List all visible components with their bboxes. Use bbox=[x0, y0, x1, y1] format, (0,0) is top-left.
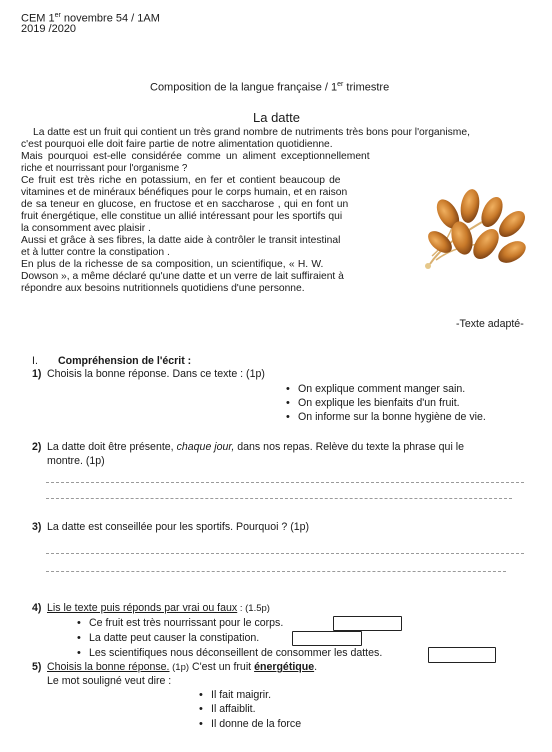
q1-option-3[interactable]: • On informe sur la bonne hygiène de vie. bbox=[298, 411, 486, 423]
q4-item-1: • Ce fruit est très nourrissant pour le corps. bbox=[89, 617, 283, 629]
exam-title-sup: er bbox=[337, 81, 344, 88]
section-title: Compréhension de l'écrit : bbox=[58, 355, 192, 367]
q5-instruction: Choisis la bonne réponse. bbox=[47, 661, 170, 673]
q5-option-2[interactable]: • Il affaiblit. bbox=[211, 703, 256, 715]
q3-answer-line-2[interactable] bbox=[46, 571, 506, 572]
q4-text bbox=[47, 602, 270, 615]
q5-line2: Le mot souligné veut dire : bbox=[47, 675, 172, 687]
text-line-2: c'est pourquoi elle doit faire partie de notre alimentation quotidienne. bbox=[21, 139, 333, 150]
q2-text-line2: montre. (1p) bbox=[47, 455, 105, 467]
text-line-10: Aussi et grâce à ses fibres, la datte aide à contrôler le transit intestinal bbox=[21, 235, 341, 246]
q4-instruction: Lis le texte puis réponds par vrai ou faux bbox=[47, 602, 238, 614]
text-line-13: Dowson », a même déclaré qu'une datte et un verre de lait suffiraient à bbox=[21, 271, 344, 282]
q5-points: (1p) bbox=[169, 662, 190, 673]
q5-text-mid: C'est un fruit bbox=[189, 661, 255, 673]
q3-number: 3) bbox=[32, 521, 42, 533]
text-line-11: et à lutter contre la constipation . bbox=[21, 247, 170, 258]
text-line-7: de sa teneur en glucose, en fructose et en saccharose , qui en font un bbox=[21, 199, 349, 210]
q3-text: La datte est conseillée pour les sportifs. Pourquoi ? (1p) bbox=[47, 521, 310, 533]
q2-text-a: La datte doit être présente, bbox=[47, 441, 177, 453]
header-school: CEM 1 bbox=[21, 12, 55, 25]
exam-title-term: trimestre bbox=[343, 81, 390, 94]
q5-text-end: . bbox=[314, 661, 318, 673]
q1-option-2[interactable]: • On explique les bienfaits d'un fruit. bbox=[298, 397, 460, 409]
text-line-8: fruit énergétique, elle constitue un allié intéressant pour les sportifs qui bbox=[21, 211, 343, 222]
header-class: novembre 54 / 1AM bbox=[60, 12, 160, 25]
text-source: -Texte adapté- bbox=[456, 318, 524, 330]
q5-underlined-word: énergétique bbox=[254, 661, 315, 673]
q2-number: 2) bbox=[32, 441, 42, 453]
school-year: 2019 /2020 bbox=[21, 23, 77, 35]
text-line-12: En plus de la richesse de sa composition, un scientifique, « H. W. bbox=[21, 259, 324, 270]
text-line-14: répondre aux besoins nutritionnels quotidiens d'une personne. bbox=[21, 283, 305, 294]
text-line-5: Ce fruit est très riche en potassium, en fer et contient beaucoup de bbox=[21, 175, 341, 186]
q4-number: 4) bbox=[32, 602, 42, 614]
q3-answer-line-1[interactable] bbox=[46, 553, 524, 554]
header-sup: er bbox=[54, 12, 61, 19]
q2-answer-line-1[interactable] bbox=[46, 482, 524, 483]
q2-answer-line-2[interactable] bbox=[46, 498, 512, 499]
q5-option-3[interactable]: • Il donne de la force bbox=[211, 718, 301, 730]
dates-image bbox=[412, 186, 534, 278]
exam-title-main: Composition de la langue française / 1 bbox=[150, 81, 338, 94]
q4-answer-box-3[interactable] bbox=[428, 647, 496, 663]
text-line-9: la consomment avec plaisir . bbox=[21, 223, 151, 234]
text-line-3: Mais pourquoi est-elle considérée comme un aliment exceptionnellement bbox=[21, 151, 370, 162]
q1-option-1[interactable]: • On explique comment manger sain. bbox=[298, 383, 465, 395]
q4-points: : (1.5p) bbox=[237, 603, 270, 614]
q2-text-b: dans nos repas. Relève du texte la phrase qui le bbox=[234, 441, 464, 453]
text-line-1: La datte est un fruit qui contient un très grand nombre de nutriments très bons pour l'organisme, bbox=[33, 127, 470, 138]
q4-item-3: • Les scientifiques nous déconseillent de consommer les dattes. bbox=[89, 647, 382, 659]
q5-text bbox=[47, 661, 317, 674]
q4-answer-box-2[interactable] bbox=[292, 631, 362, 646]
q1-text: Choisis la bonne réponse. Dans ce texte : (1p) bbox=[47, 368, 265, 380]
q5-option-1[interactable]: • Il fait maigrir. bbox=[211, 689, 271, 701]
text-title: La datte bbox=[253, 110, 300, 125]
q1-number: 1) bbox=[32, 368, 42, 380]
text-line-6: vitamines et de minéraux bénéfiques pour le corps humain, et en raison bbox=[21, 187, 348, 198]
q2-text-em: chaque jour, bbox=[176, 441, 235, 453]
q4-item-2: • La datte peut causer la constipation. bbox=[89, 632, 259, 644]
section-number: I. bbox=[32, 355, 38, 367]
exam-title bbox=[150, 81, 389, 94]
q4-answer-box-1[interactable] bbox=[333, 616, 402, 631]
text-line-4: riche et nourrissant pour l'organisme ? bbox=[21, 163, 188, 174]
q2-text bbox=[47, 441, 464, 453]
q5-number: 5) bbox=[32, 661, 42, 673]
